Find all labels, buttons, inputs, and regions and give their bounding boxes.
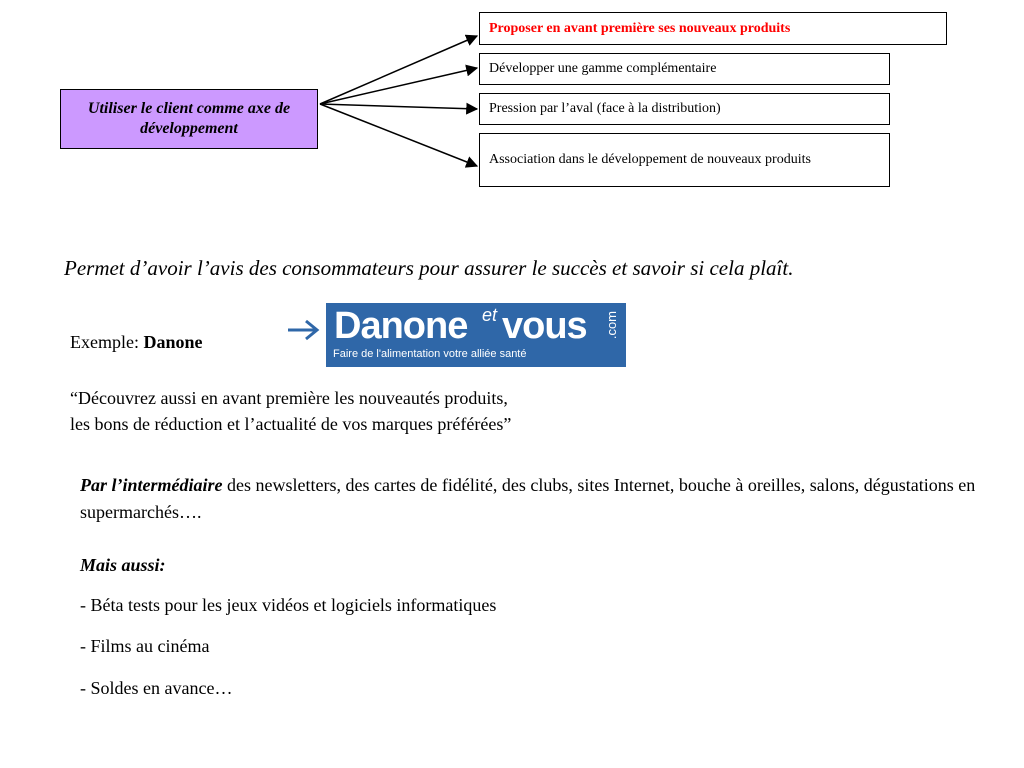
arrow-to-target-4 xyxy=(320,104,477,166)
arrow-right-icon xyxy=(284,315,322,345)
target-node-2 xyxy=(479,53,890,85)
arrow-to-target-2 xyxy=(320,68,477,104)
example-line xyxy=(70,332,203,353)
danone-et-vous-logo xyxy=(284,303,626,367)
logo-suffix: .com xyxy=(604,311,619,340)
list-item: - Films au cinéma xyxy=(80,636,210,656)
channels-lead: Par l’intermédiaire xyxy=(80,475,223,495)
list-item: - Béta tests pour les jeux vidéos et logiciels informatiques xyxy=(80,595,497,615)
logo-panel xyxy=(326,303,626,367)
target-node-4 xyxy=(479,133,890,187)
quote-line-1: “Découvrez aussi en avant première les nouveautés produits, xyxy=(70,388,508,408)
channels-paragraph xyxy=(80,472,1010,526)
target-node-label: Association dans le développement de nouveaux produits xyxy=(489,152,811,167)
summary-statement: Permet d’avoir l’avis des consommateurs pour assurer le succès et savoir si cela plaît. xyxy=(64,256,794,280)
logo-word-et: et xyxy=(482,305,498,325)
logo-tagline: Faire de l'alimentation votre alliée santé xyxy=(333,348,527,360)
target-node-3 xyxy=(479,93,890,125)
source-node-label: Utiliser le client comme axe de développement xyxy=(87,100,291,137)
example-brand: Danone xyxy=(143,332,203,352)
target-node-1 xyxy=(479,12,947,45)
arrow-to-target-3 xyxy=(320,104,477,109)
target-node-label: Développer une gamme complémentaire xyxy=(489,61,717,76)
example-quote xyxy=(70,385,670,437)
quote-line-2: les bons de réduction et l’actualité de vos marques préférées” xyxy=(70,414,512,434)
logo-word-vous: vous xyxy=(502,305,587,347)
list-item: - Soldes en avance… xyxy=(80,678,233,698)
channels-rest: des newsletters, des cartes de fidélité, des clubs, sites Internet, bouche à oreilles, salons, dégustations en supermarchés…. xyxy=(80,475,976,522)
logo-word-danone: Danone xyxy=(334,305,468,347)
arrow-to-target-1 xyxy=(320,36,477,104)
target-node-label: Proposer en avant première ses nouveaux produits xyxy=(489,20,791,36)
target-node-label: Pression par l’aval (face à la distribution) xyxy=(489,101,721,116)
also-heading: Mais aussi: xyxy=(80,555,166,575)
example-label: Exemple: xyxy=(70,332,144,352)
